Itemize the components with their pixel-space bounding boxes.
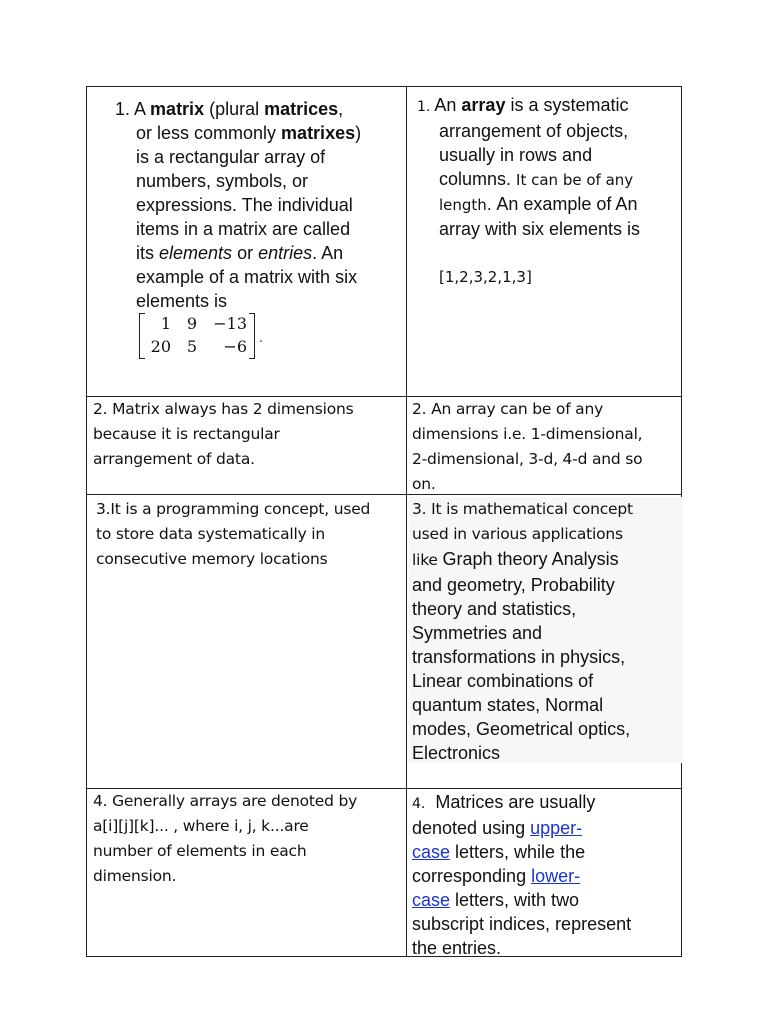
upper-case-link-continued[interactable]: case: [412, 842, 451, 862]
upper-case-link[interactable]: upper-: [530, 818, 583, 838]
row3-right-cell: 3. It is mathematical concept used in various applications like Graph theory Analysis and geometry, Probability theory and statistics, Symmetries and transformations in physics, Linear combinations of quantum states, Normal modes, Geometrical optics, Electronics: [407, 495, 683, 788]
lower-case-link-continued[interactable]: case: [412, 890, 451, 910]
row4-right-cell: 4. Matrices are usually denoted using upper- case letters, while the corresponding lower- case letters, with two subscript indices, represent the entries.: [412, 792, 632, 958]
list-number: 4.: [412, 796, 426, 812]
example-matrix: 1 9 −13 20 5 −6 .: [139, 311, 255, 361]
row3-left-cell: 3.It is a programming concept, used to store data systematically in consecutive memory locations: [96, 500, 371, 568]
list-number: 1.: [417, 99, 431, 115]
matrix-row-2: 20 5 −6: [150, 337, 247, 356]
list-number: 1.: [115, 99, 131, 119]
row2-left-cell: 2. Matrix always has 2 dimensions because it is rectangular arrangement of data.: [93, 400, 354, 468]
lower-case-link[interactable]: lower-: [531, 866, 581, 886]
matrix-definition: 1. A matrix (plural matrices, or less commonly matrixes) is a rectangular array of numbers, symbols, or expressions. The individual items in a matrix are called its elements or entries. An example of a matrix with six elements is: [115, 99, 362, 311]
row4-left-cell: 4. Generally arrays are denoted by a[i][j][k]... , where i, j, k...are number of elements in each dimension.: [93, 792, 358, 885]
array-definition: 1. An array is a systematic arrangement of objects, usually in rows and columns. It can be of any length. An example of An array with six elements is [1,2,3,2,1,3]: [417, 93, 683, 289]
row2-right-cell: 2. An array can be of any dimensions i.e. 1-dimensional, 2-dimensional, 3-d, 4-d and so on.: [412, 400, 643, 493]
row1-left-cell: [87, 87, 406, 396]
comparison-table: [86, 86, 682, 957]
matrix-row-1: 1 9 −13: [160, 314, 247, 333]
array-example: [1,2,3,2,1,3]: [439, 268, 532, 286]
row1-right-cell: [407, 87, 683, 396]
